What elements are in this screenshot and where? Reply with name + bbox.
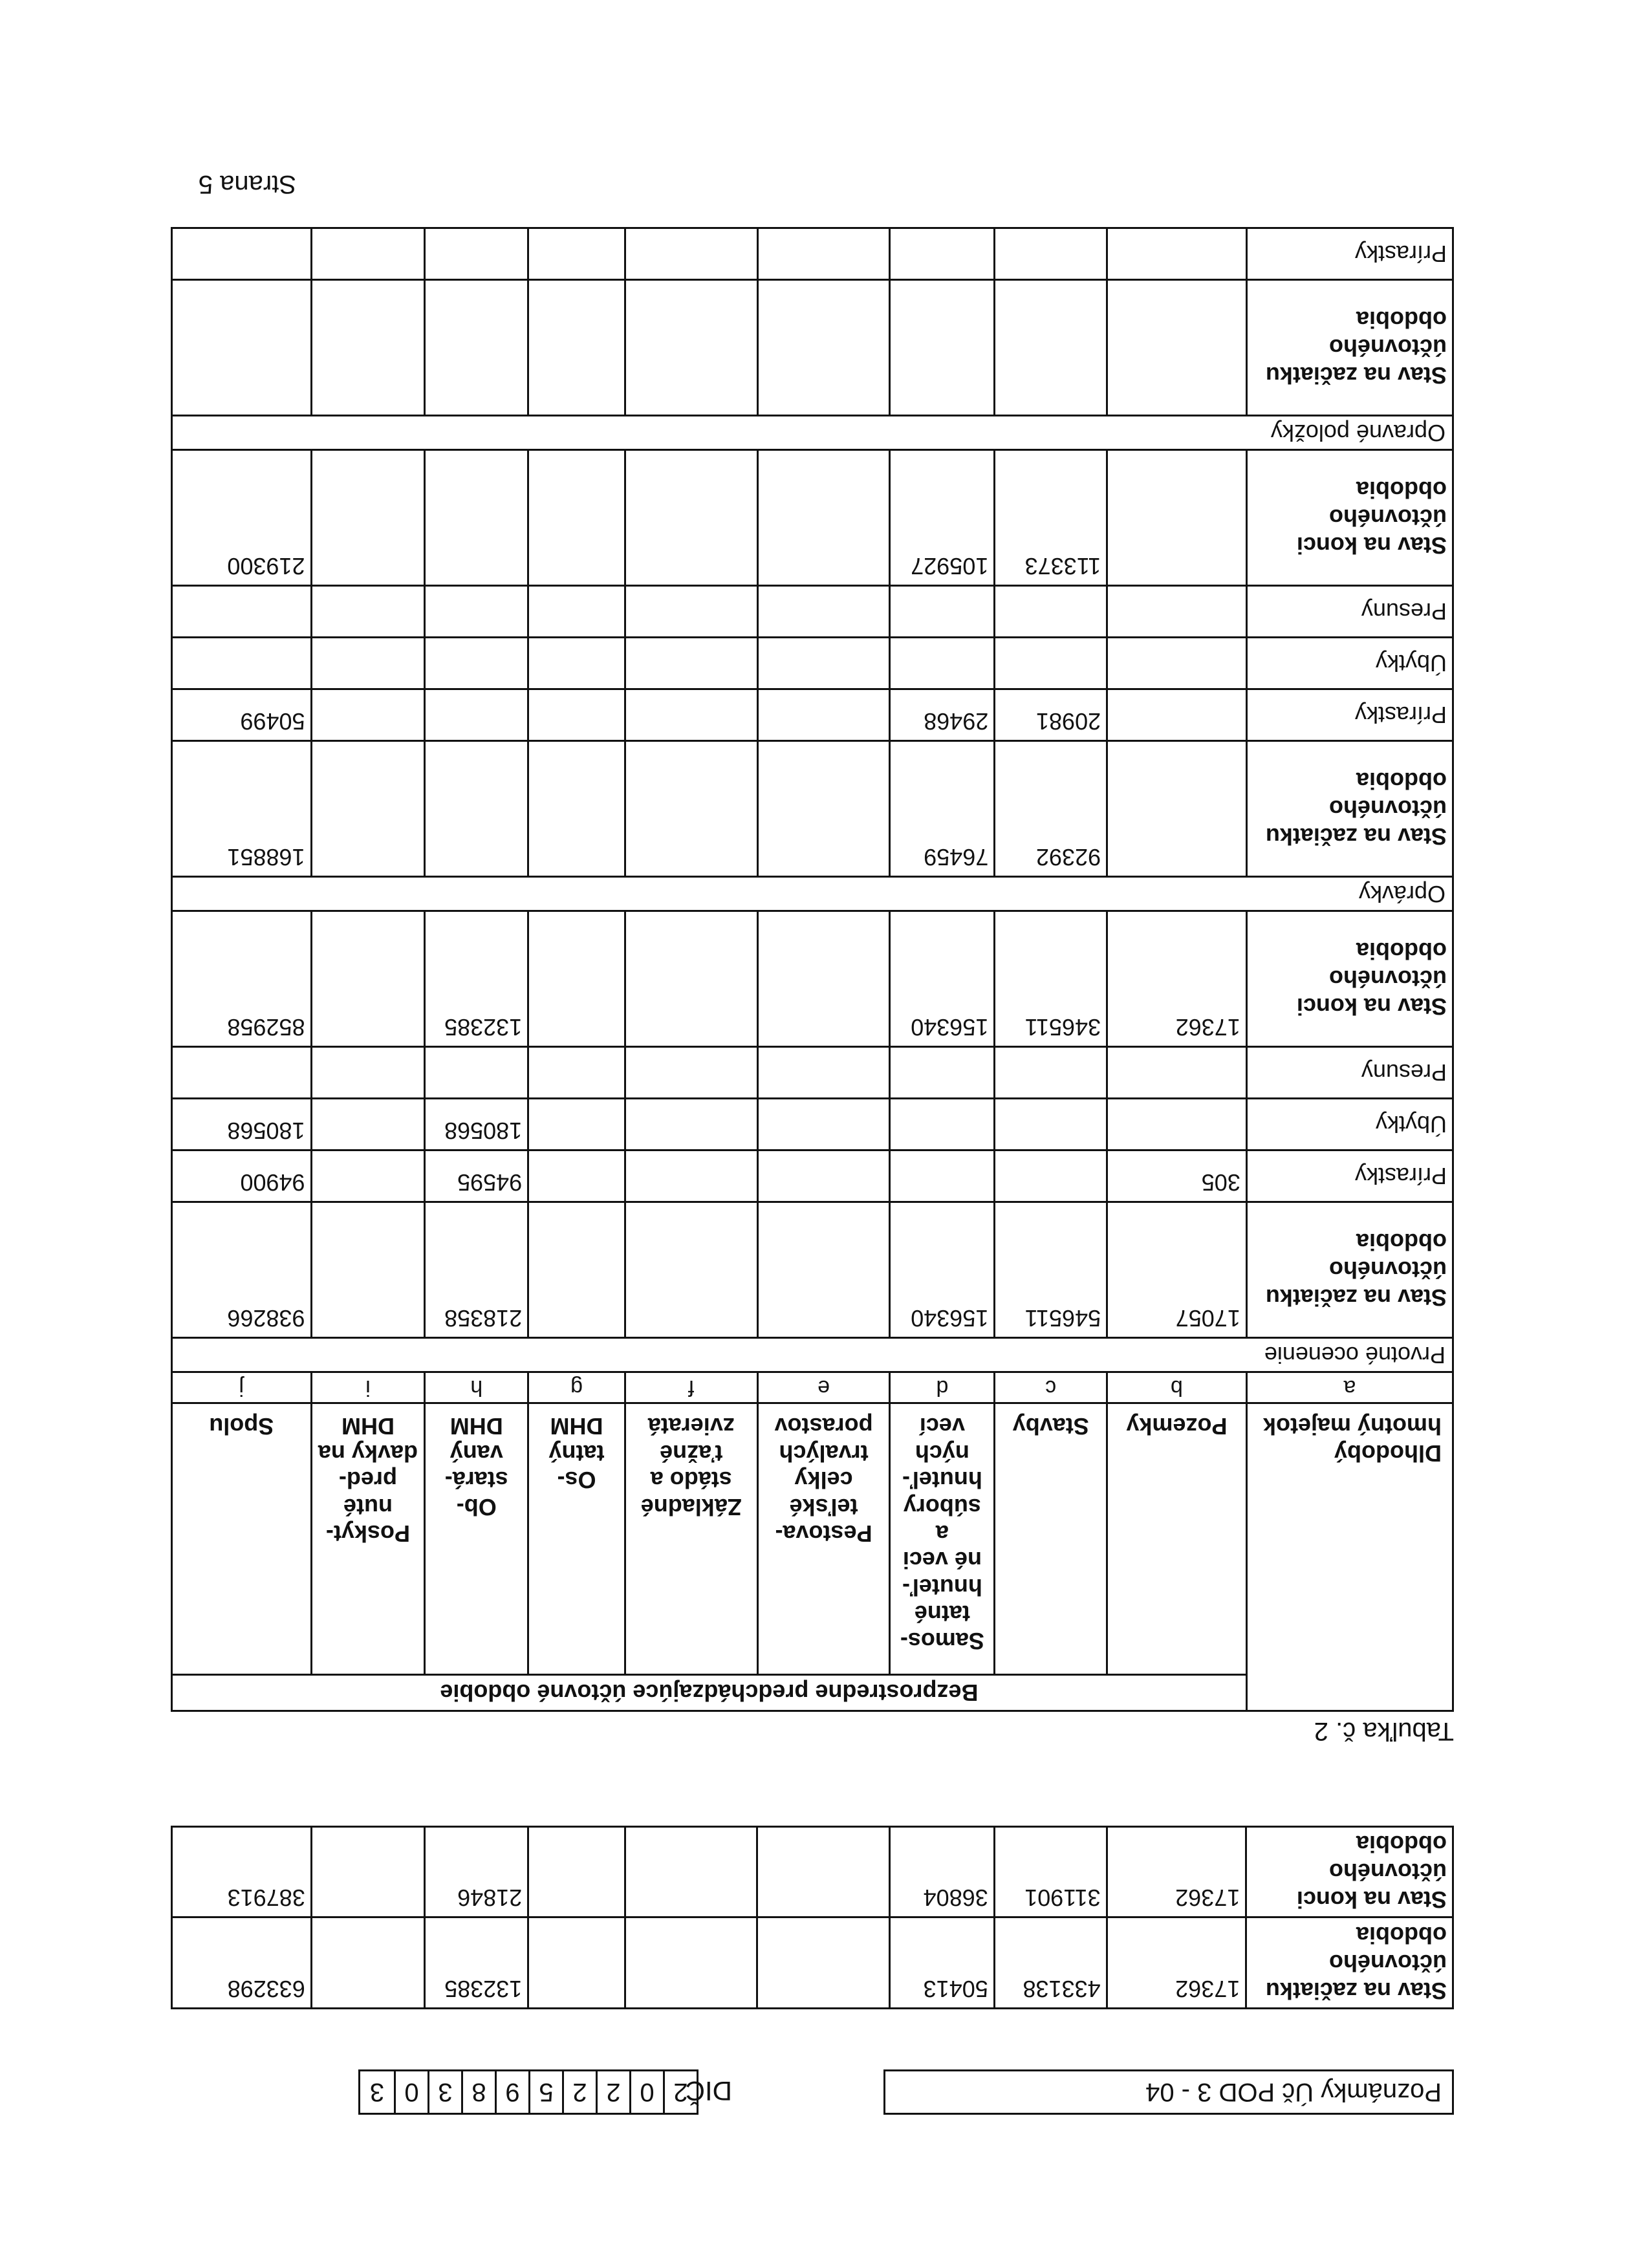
value-cell: [528, 1826, 625, 1917]
dic-digit-box: 5: [528, 2071, 562, 2113]
dic-digit-box: 3: [428, 2071, 461, 2113]
table-row: [172, 911, 1453, 1047]
value-cell: [625, 741, 757, 877]
section-title: Prvotné ocenenie: [172, 1338, 1453, 1372]
dic-boxes: [358, 2069, 698, 2115]
value-cell: [757, 586, 890, 638]
row-label: Stav na konci účtovného obdobia: [1246, 1826, 1453, 1917]
value-cell: [625, 1202, 757, 1338]
form-code-box: [883, 2069, 1454, 2115]
row-label: Stav na konci účtovného obdobia: [1246, 450, 1453, 586]
table-fixed-assets: [171, 227, 1454, 1712]
value-cell: [625, 228, 757, 280]
value-cell: [425, 280, 528, 416]
value-cell: [995, 586, 1107, 638]
value-cell: [425, 689, 528, 741]
value-cell: [311, 1826, 425, 1917]
value-cell: [425, 741, 528, 877]
value-cell: 29468: [890, 689, 995, 741]
value-cell: [890, 586, 995, 638]
value-cell: [1107, 689, 1247, 741]
dic-digit-box: 0: [629, 2071, 663, 2113]
value-cell: 50499: [172, 689, 312, 741]
value-cell: [757, 741, 890, 877]
value-cell: [757, 228, 890, 280]
value-cell: [528, 638, 625, 689]
table-carryover: [171, 1826, 1454, 2009]
value-cell: 387913: [172, 1826, 312, 1917]
value-cell: [995, 638, 1107, 689]
table-row: [172, 1047, 1453, 1099]
value-cell: [757, 689, 890, 741]
value-cell: [528, 1917, 625, 2009]
value-cell: [757, 450, 890, 586]
row-label: Stav na začiatku účtovného obdobia: [1246, 741, 1453, 877]
column-header: Spolu: [172, 1403, 312, 1675]
value-cell: [172, 1047, 312, 1099]
column-letter: j: [172, 1372, 312, 1403]
value-cell: 105927: [890, 450, 995, 586]
value-cell: [1107, 1047, 1247, 1099]
value-cell: [311, 280, 425, 416]
table-row: [172, 1917, 1453, 2009]
value-cell: 180568: [425, 1099, 528, 1150]
column-header: Poskyt-nuté pred-davky na DHM: [311, 1403, 425, 1675]
dic-digit-box: 9: [495, 2071, 528, 2113]
value-cell: [528, 280, 625, 416]
value-cell: 546511: [995, 1202, 1107, 1338]
section-row: [172, 1338, 1453, 1372]
value-cell: [890, 228, 995, 280]
table-row: [172, 1099, 1453, 1150]
table-row: [172, 450, 1453, 586]
table-row: [172, 1826, 1453, 1917]
value-cell: [625, 911, 757, 1047]
value-cell: [625, 450, 757, 586]
value-cell: [890, 280, 995, 416]
value-cell: 113373: [995, 450, 1107, 586]
row-label: Stav na konci účtovného obdobia: [1246, 911, 1453, 1047]
value-cell: [311, 1150, 425, 1202]
column-letter: c: [995, 1372, 1107, 1403]
column-letter: g: [528, 1372, 625, 1403]
value-cell: [172, 280, 312, 416]
value-cell: 132385: [425, 1917, 528, 2009]
section-title: Opravné položky: [172, 416, 1453, 450]
form-code: Poznámky Úč POD 3 - 04: [1145, 2078, 1442, 2107]
value-cell: 311901: [994, 1826, 1107, 1917]
value-cell: [311, 1047, 425, 1099]
dic-digit-box: 8: [461, 2071, 495, 2113]
table-row: [172, 586, 1453, 638]
value-cell: 94900: [172, 1150, 312, 1202]
value-cell: 433138: [994, 1917, 1107, 2009]
value-cell: [311, 1099, 425, 1150]
page-number: Strana 5: [198, 170, 296, 199]
value-cell: [1107, 638, 1247, 689]
column-letter: i: [311, 1372, 425, 1403]
value-cell: [757, 280, 890, 416]
column-letter: a: [1246, 1372, 1453, 1403]
value-cell: [1107, 586, 1247, 638]
column-letter: e: [757, 1372, 890, 1403]
table-caption: Tabuľka č. 2: [1314, 1717, 1454, 1745]
value-cell: [528, 228, 625, 280]
value-cell: [1107, 741, 1247, 877]
column-letter: h: [425, 1372, 528, 1403]
value-cell: [528, 1150, 625, 1202]
dic-digit-box: 2: [562, 2071, 596, 2113]
value-cell: [757, 1202, 890, 1338]
section-row: [172, 877, 1453, 911]
value-cell: [528, 741, 625, 877]
value-cell: 17362: [1107, 1917, 1246, 2009]
row-label: Prírastky: [1246, 228, 1453, 280]
row-label: Stav na začiatku účtovného obdobia: [1246, 1202, 1453, 1338]
value-cell: [311, 911, 425, 1047]
value-cell: [528, 450, 625, 586]
value-cell: [625, 1047, 757, 1099]
value-cell: [757, 638, 890, 689]
value-cell: [172, 586, 312, 638]
value-cell: [311, 638, 425, 689]
value-cell: [995, 1150, 1107, 1202]
value-cell: [172, 638, 312, 689]
value-cell: [890, 1047, 995, 1099]
value-cell: [1107, 280, 1247, 416]
value-cell: 156340: [890, 1202, 995, 1338]
table-row: [172, 638, 1453, 689]
column-header: Samos-tatné hnuteľ-né veci a súbory hnuteľ-ných vecí: [890, 1403, 995, 1675]
value-cell: [172, 228, 312, 280]
value-cell: [528, 689, 625, 741]
value-cell: [625, 586, 757, 638]
value-cell: 76459: [890, 741, 995, 877]
value-cell: [625, 1917, 757, 2009]
column-letter: d: [890, 1372, 995, 1403]
value-cell: 36804: [889, 1826, 994, 1917]
value-cell: [425, 586, 528, 638]
table-row: [172, 741, 1453, 877]
row-label: Prírastky: [1246, 689, 1453, 741]
value-cell: [425, 228, 528, 280]
value-cell: [995, 1047, 1107, 1099]
column-header: Pestova-teľské celky trvalých porastov: [757, 1403, 890, 1675]
table-row: [172, 1202, 1453, 1338]
row-label: Úbytky: [1246, 1099, 1453, 1150]
value-cell: [311, 450, 425, 586]
value-cell: [890, 1099, 995, 1150]
row-label: Úbytky: [1246, 638, 1453, 689]
dic-digit-box: 2: [663, 2071, 697, 2113]
column-header: Základné stádo a ťažné zvieratá: [625, 1403, 757, 1675]
table-row: [172, 280, 1453, 416]
value-cell: [311, 1917, 425, 2009]
value-cell: [757, 911, 890, 1047]
value-cell: [890, 1150, 995, 1202]
value-cell: 852958: [172, 911, 312, 1047]
row-label: Prírastky: [1246, 1150, 1453, 1202]
section-row: [172, 416, 1453, 450]
value-cell: 94595: [425, 1150, 528, 1202]
value-cell: 50413: [889, 1917, 994, 2009]
value-cell: 219300: [172, 450, 312, 586]
value-cell: 305: [1107, 1150, 1247, 1202]
value-cell: [757, 1917, 889, 2009]
value-cell: [528, 586, 625, 638]
dic-digit-box: 0: [394, 2071, 428, 2113]
value-cell: [528, 1202, 625, 1338]
row-label: Presuny: [1246, 1047, 1453, 1099]
value-cell: [625, 638, 757, 689]
value-cell: [757, 1150, 890, 1202]
value-cell: [625, 280, 757, 416]
value-cell: [995, 280, 1107, 416]
value-cell: 132385: [425, 911, 528, 1047]
value-cell: [311, 1202, 425, 1338]
value-cell: [1107, 228, 1247, 280]
value-cell: [311, 228, 425, 280]
value-cell: 156340: [890, 911, 995, 1047]
corner-header-label: Dlhodobý hmotný majetok: [1246, 1403, 1453, 1711]
value-cell: [625, 1826, 757, 1917]
value-cell: [995, 1099, 1107, 1150]
value-cell: 17057: [1107, 1202, 1247, 1338]
row-label: Stav na začiatku účtovného obdobia: [1246, 1917, 1453, 2009]
dic-digit-box: 3: [369, 2078, 385, 2107]
section-title: Oprávky: [172, 877, 1453, 911]
column-header: Stavby: [995, 1403, 1107, 1675]
value-cell: [425, 638, 528, 689]
value-cell: 92392: [995, 741, 1107, 877]
value-cell: 633298: [172, 1917, 312, 2009]
value-cell: 17362: [1107, 1826, 1246, 1917]
column-letter: f: [625, 1372, 757, 1403]
value-cell: 168851: [172, 741, 312, 877]
value-cell: [757, 1047, 890, 1099]
row-label: Stav na začiatku účtovného obdobia: [1246, 280, 1453, 416]
value-cell: [1107, 1099, 1247, 1150]
value-cell: [625, 689, 757, 741]
value-cell: 20981: [995, 689, 1107, 741]
value-cell: [757, 1099, 890, 1150]
table-row: [172, 228, 1453, 280]
value-cell: [1107, 450, 1247, 586]
table-row: [172, 689, 1453, 741]
value-cell: [311, 586, 425, 638]
value-cell: 346511: [995, 911, 1107, 1047]
value-cell: [311, 741, 425, 877]
value-cell: [528, 1047, 625, 1099]
column-header: Os-tatný DHM: [528, 1403, 625, 1675]
value-cell: [425, 450, 528, 586]
value-cell: 218358: [425, 1202, 528, 1338]
dic-digit-box: 2: [596, 2071, 629, 2113]
value-cell: 21846: [425, 1826, 528, 1917]
column-header: Ob-stará-vaný DHM: [425, 1403, 528, 1675]
table-row: [172, 1150, 1453, 1202]
value-cell: [528, 1099, 625, 1150]
value-cell: [625, 1099, 757, 1150]
value-cell: [528, 911, 625, 1047]
column-letter: b: [1107, 1372, 1247, 1403]
value-cell: [995, 228, 1107, 280]
value-cell: [757, 1826, 889, 1917]
dic-label: DIČ: [685, 2076, 732, 2106]
value-cell: [890, 638, 995, 689]
value-cell: [311, 689, 425, 741]
value-cell: 180568: [172, 1099, 312, 1150]
value-cell: [625, 1150, 757, 1202]
row-label: Presuny: [1246, 586, 1453, 638]
value-cell: [425, 1047, 528, 1099]
period-header: Bezprostredne predchádzajúce účtovné obdobie: [172, 1675, 1247, 1711]
value-cell: 17362: [1107, 911, 1247, 1047]
column-header: Pozemky: [1107, 1403, 1247, 1675]
value-cell: 938266: [172, 1202, 312, 1338]
